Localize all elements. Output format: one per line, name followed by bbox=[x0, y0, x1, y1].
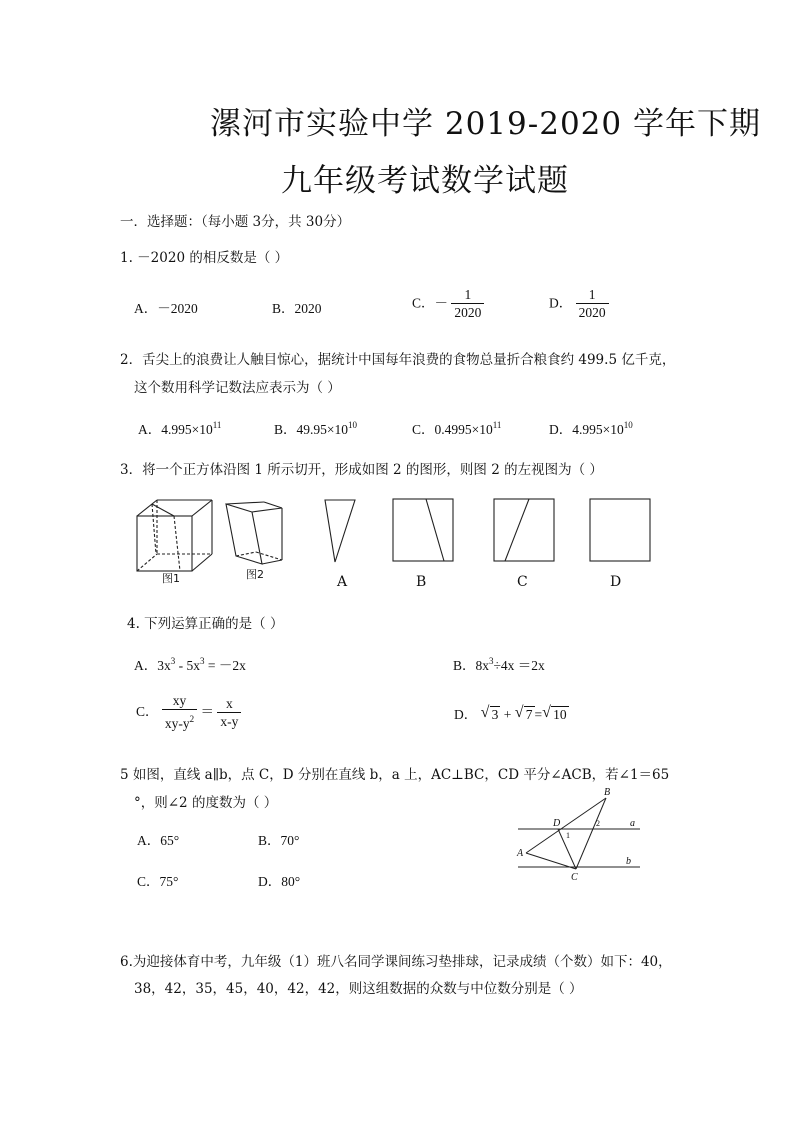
q2-option-c-base: C．0.4995×10 bbox=[412, 422, 493, 437]
q4-d-sqrt-1: √ 3 bbox=[480, 704, 499, 722]
q2-option-b-exp: 10 bbox=[348, 420, 357, 430]
q2-stem-line2: 这个数用科学记数法应表示为（ ） bbox=[134, 380, 341, 396]
svg-text:1: 1 bbox=[566, 831, 570, 840]
q1-option-c-prefix: C．－ bbox=[412, 295, 449, 311]
q5-option-c: C．75° bbox=[137, 874, 179, 889]
q4-a-part3: = －2x bbox=[204, 658, 246, 673]
q3-option-d-label: D bbox=[610, 574, 622, 590]
q2-option-d-base: D．4.995×10 bbox=[549, 422, 624, 437]
q3-figure-2-label: 图2 bbox=[246, 568, 264, 581]
q5-figure-svg bbox=[512, 786, 644, 886]
label-B: B bbox=[604, 787, 611, 798]
q2-option-d bbox=[549, 418, 633, 438]
q2-stem-line1: 2．舌尖上的浪费让人触目惊心，据统计中国每年浪费的食物总量折合粮食约 499.5 亿千克， bbox=[120, 352, 676, 368]
q4-b-part1: B．8x bbox=[453, 658, 490, 673]
q1-option-b: B．2020 bbox=[272, 301, 322, 316]
q2-option-a bbox=[138, 418, 221, 438]
q4-stem: 4. 下列运算正确的是（ ） bbox=[127, 616, 284, 632]
q3-option-a-label: A bbox=[337, 574, 348, 590]
q3-figure-1 bbox=[132, 496, 216, 574]
q5-option-a: A．65° bbox=[137, 833, 180, 848]
section-heading: 一．选择题：（每小题 3分，共 30分） bbox=[120, 214, 351, 230]
q4-d-sqrt-2: √ 7 bbox=[514, 704, 533, 722]
q1-stem: 1. －2020 的相反数是（ ） bbox=[120, 250, 289, 266]
q3-option-c-svg bbox=[493, 498, 555, 562]
q3-figure-2-svg bbox=[222, 498, 286, 570]
q2-option-c bbox=[412, 418, 501, 438]
q4-c-right-fraction bbox=[217, 696, 241, 731]
q3-option-b-svg bbox=[392, 498, 454, 562]
q3-figure-1-svg bbox=[132, 496, 216, 574]
q4-c-left-denominator bbox=[162, 709, 197, 733]
q4-option-c bbox=[136, 693, 241, 733]
q1-option-c bbox=[412, 287, 484, 322]
q4-d-prefix: D． bbox=[454, 707, 478, 722]
q3-figure-2 bbox=[222, 498, 286, 570]
q4-d-equals: = bbox=[534, 707, 543, 722]
q4-d-radicand-1: 3 bbox=[491, 707, 499, 722]
q4-option-d bbox=[454, 703, 569, 723]
q4-c-right-numerator: x bbox=[226, 695, 233, 711]
q5-stem-line1: 5 如图，直线 a∥b，点 C，D 分别在直线 b，a 上，AC⊥BC，CD 平分∠ACB，若∠1＝65 bbox=[120, 767, 670, 783]
q4-a-part2: - 5x bbox=[175, 658, 200, 673]
q4-b-exp: 3 bbox=[489, 656, 494, 666]
label-D: D bbox=[553, 818, 561, 829]
label-A: A bbox=[517, 848, 524, 859]
q6-stem-line2: 38，42，35，45，40，42，42，则这组数据的众数与中位数分别是（ ） bbox=[134, 981, 583, 997]
q1-option-a: A．－2020 bbox=[134, 301, 198, 316]
q2-option-a-exp: 11 bbox=[212, 420, 222, 430]
q3-option-d-svg bbox=[589, 498, 651, 562]
q3-figure-1-label: 图1 bbox=[162, 572, 180, 585]
q4-c-left-den-text: xy-y bbox=[164, 716, 190, 731]
q4-c-left-numerator: xy bbox=[172, 693, 187, 708]
q3-option-d-figure bbox=[589, 498, 651, 562]
q2-option-c-exp: 11 bbox=[492, 420, 502, 430]
q4-c-right-denominator: x-y bbox=[217, 712, 241, 731]
q4-option-a bbox=[134, 654, 246, 674]
q3-option-a-figure bbox=[320, 498, 360, 566]
q3-option-b-label: B bbox=[416, 574, 427, 590]
exam-title-line1: 漯河市实验中学 2019-2020 学年下期 bbox=[210, 106, 761, 142]
q4-d-plus: + bbox=[503, 707, 515, 722]
q4-c-prefix: C． bbox=[136, 704, 159, 720]
q1-option-d bbox=[549, 287, 609, 322]
q3-option-b-figure bbox=[392, 498, 454, 562]
q3-option-a-svg bbox=[320, 498, 360, 566]
q3-option-c-figure bbox=[493, 498, 555, 562]
q2-option-a-base: A．4.995×10 bbox=[138, 422, 213, 437]
q4-d-radicand-2: 7 bbox=[525, 707, 533, 722]
q1-option-c-numerator: 1 bbox=[464, 287, 472, 302]
svg-text:2: 2 bbox=[596, 819, 600, 828]
q1-option-d-denominator: 2020 bbox=[576, 303, 609, 322]
q4-d-radicand-3: 10 bbox=[553, 707, 567, 722]
q2-option-b-base: B．49.95×10 bbox=[274, 422, 348, 437]
label-a: a bbox=[630, 818, 635, 829]
q2-option-b bbox=[274, 418, 357, 438]
q4-b-part2: ÷4x ＝2x bbox=[493, 658, 545, 673]
q4-a-part1: A．3x bbox=[134, 658, 171, 673]
q4-c-left-fraction bbox=[162, 693, 197, 733]
label-b: b bbox=[626, 856, 631, 867]
q1-option-d-prefix: D． bbox=[549, 295, 573, 311]
q5-option-d: D．80° bbox=[258, 874, 301, 889]
q3-option-c-label: C bbox=[517, 574, 528, 590]
q1-option-d-fraction bbox=[576, 287, 609, 322]
q4-a-exp1: 3 bbox=[170, 656, 176, 666]
q6-stem-line1: 6.为迎接体育中考，九年级（1）班八名同学课间练习垫排球，记录成绩（个数）如下：40， bbox=[120, 954, 672, 970]
q3-stem: 3．将一个正方体沿图 1 所示切开，形成如图 2 的图形，则图 2 的左视图为（ ） bbox=[120, 462, 603, 478]
q5-option-b: B．70° bbox=[258, 833, 300, 848]
q4-a-exp2: 3 bbox=[200, 656, 205, 666]
label-C: C bbox=[571, 872, 578, 883]
q1-option-c-fraction bbox=[451, 287, 484, 322]
q4-c-equals: ＝ bbox=[200, 704, 215, 720]
exam-title-line2: 九年级考试数学试题 bbox=[281, 163, 569, 199]
q2-option-d-exp: 10 bbox=[623, 420, 633, 430]
q5-stem-line2: °，则∠2 的度数为（ ） bbox=[134, 795, 278, 811]
q4-d-sqrt-3: √ 10 bbox=[542, 704, 567, 722]
q4-c-left-den-exp: 2 bbox=[189, 714, 195, 724]
q1-option-c-denominator: 2020 bbox=[451, 303, 484, 322]
q1-option-d-numerator: 1 bbox=[588, 287, 596, 302]
q4-option-b bbox=[453, 654, 545, 674]
q5-figure bbox=[512, 786, 644, 886]
